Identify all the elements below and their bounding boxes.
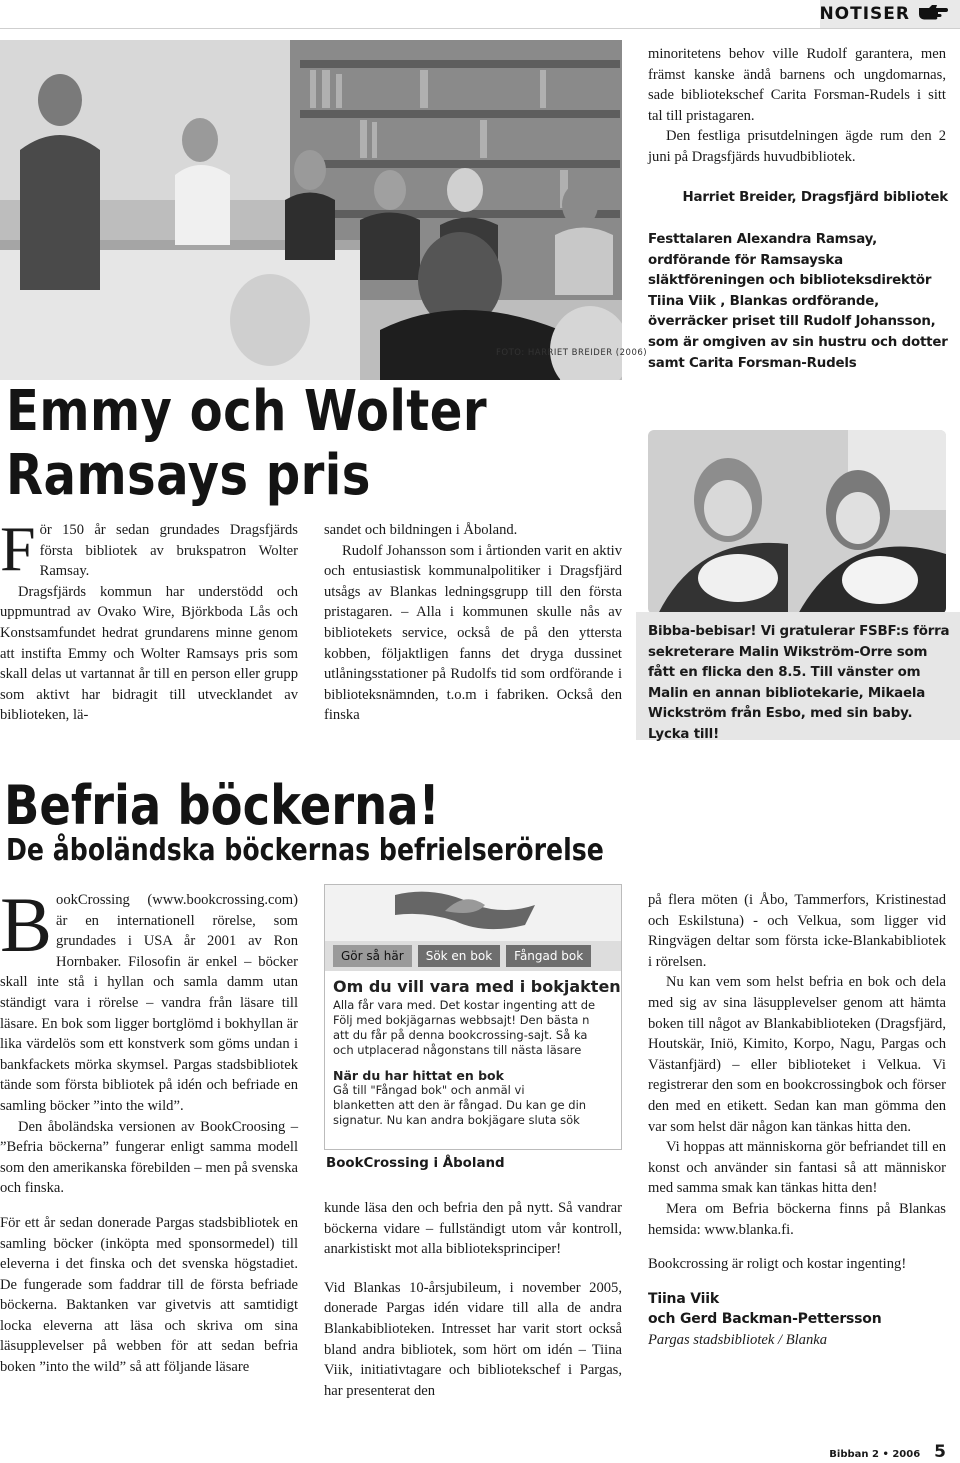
paragraph: på flera möten (i Åbo, Tammerfors, Kristinestad och Eskilstuna) - och Velkua, som ligger vid Ringvägen deltar som första icke-Blankabibliotek i rörelsen. bbox=[648, 892, 946, 970]
dropcap: F bbox=[0, 513, 36, 584]
screenshot-line: att du får på denna bookcrossing-sajt. Så ka bbox=[333, 1028, 588, 1042]
paragraph: Bookcrossing är roligt och kostar ingenting! bbox=[648, 1256, 907, 1273]
section-label: NOTISER bbox=[819, 4, 910, 24]
screenshot-subheading: När du har hittat en bok bbox=[333, 1068, 504, 1083]
screenshot-line: blanketten att den är fångad. Du kan ge din bbox=[333, 1098, 587, 1112]
ceremony-photo-caption: Festtalaren Alexandra Ramsay, ordförande för Ramsayska släktföreningen och biblioteksdirektör Tiina Viik , Blankas ordförande, överräcker priset till Rudolf Johansson, som är omgiven av sin hustru och dotter samt Carita Forsman-Rudels bbox=[648, 232, 948, 371]
screenshot-line: signatur. Nu kan andra bokjägare sluta sök bbox=[333, 1113, 580, 1127]
paragraph: kunde läsa den och befria den på nytt. Så vandrar böckerna vidare – fullständigt utom vår kontroll, anarkistiskt mot alla biblioteksprinciper! bbox=[324, 1200, 622, 1258]
lead-paragraph bbox=[0, 881, 298, 1117]
screenshot-tab[interactable]: Fångad bok bbox=[506, 945, 591, 967]
screenshot-tab[interactable]: Gör så här bbox=[333, 945, 412, 967]
page-number: 5 bbox=[934, 1442, 946, 1462]
magazine-issue: Bibban 2 • 2006 bbox=[829, 1449, 921, 1460]
paragraph: Vi hoppas att människorna gör befriandet till en konst och använder sin fantasi så att människor med samma smak kan tänkas hitta den! bbox=[648, 1139, 946, 1197]
author-affiliation: Pargas stadsbibliotek / Blanka bbox=[648, 1331, 828, 1348]
paragraph: Den åboländska versionen av BookCroosing – ”Befria böckerna” fungerar enligt samma modell som den amerikanska förebilden – men på svenska och finska. bbox=[0, 1118, 298, 1197]
award-ceremony-photo bbox=[0, 40, 622, 380]
screenshot-line: Alla får vara med. Det kostar ingenting att de bbox=[333, 998, 596, 1012]
article1-col3 bbox=[648, 44, 946, 168]
screenshot-caption: BookCrossing i Åboland bbox=[326, 1156, 505, 1171]
author-name: och Gerd Backman-Pettersson bbox=[648, 1311, 882, 1328]
paragraph: sandet och bildningen i Åboland. bbox=[324, 522, 518, 538]
paragraph: För ett år sedan donerade Pargas stadsbibliotek en samling böcker (inköpta med sponsormedel) till eleverna i det finska och det svenska högstadiet. De fungerade som faddrar till de första befriade böckerna. Baktanken var givetvis att samtidigt locka eleverna att läsa och skriva om sina läsupplevelser på webben för att sedan befria boken ”into the wild” så att följande läsare bbox=[0, 1214, 298, 1376]
paragraph: Mera om Befria böckerna finns på Blankas hemsida: www.blanka.fi. bbox=[648, 1200, 946, 1238]
article1-author: Harriet Breider, Dragsfjärd bibliotek bbox=[682, 190, 948, 205]
book-bird-logo-icon bbox=[325, 885, 622, 941]
dropcap: B bbox=[0, 881, 53, 968]
article2-col2 bbox=[324, 1198, 622, 1401]
page-footer bbox=[829, 1442, 946, 1462]
article2-col1 bbox=[0, 881, 298, 1378]
title-line: Emmy och Wolter bbox=[6, 379, 487, 444]
photo-credit: FOTO: HARRIET BREIDER (2006) bbox=[496, 348, 648, 358]
screenshot-heading: Om du vill vara med i bokjakten bbox=[333, 977, 621, 996]
section-header bbox=[820, 0, 960, 28]
baby-caption: Bibba-bebisar! Vi gratulerar FSBF:s förra sekreterare Malin Wikström-Orre som fått en flicka den 8.5. Till vänster om Malin en annan bibliotekarie, Mikaela Wickström från Esbo, med sin baby. Lycka till! bbox=[648, 624, 950, 742]
screenshot-body bbox=[325, 971, 621, 1134]
paragraph: Vid Blankas 10-årsjubileum, i november 2005, donerade Pargas idén vidare till alla de andra Blankabiblioteken. Intresset har varit stort också bland andra bibliotek, som hört om idén – Tiina Viik, initiativtagare och bibliotekschef i Pargas, har presenterat den bbox=[324, 1279, 622, 1399]
screenshot-banner bbox=[325, 885, 621, 941]
lead-text: ör 150 år sedan grundades Dragsfjärds första bibliotek av brukspatron Wolter Ramsay. bbox=[39, 522, 298, 580]
screenshot-tabbar bbox=[325, 941, 621, 971]
lead-paragraph bbox=[0, 513, 298, 584]
title-line: Ramsays pris bbox=[6, 443, 371, 508]
lead-text: ookCrossing (www.bookcrossing.com) är en internationell rörelse, som grundades i USA år 2001 av Ron Hornbaker. Filosofin är enkel – böcker skall inte stå i hyllan och samla damm utan ständigt vara i rörelse – vandra från läsare till läsare. En bok som ligger bortglömd i bokhyllan är lika värdelös som ett konstverk som göms undan i bankfackets mörka skymsel. Pargas stadsbibliotek tände som första bibliotek på idén och befriade en samling böcker ”into the wild”. bbox=[0, 892, 298, 1114]
article2-title: Befria böckerna! bbox=[4, 774, 440, 837]
paragraph: Rudolf Johansson som i årtionden varit en aktiv och entusiastisk kommunalpolitiker i Dragsfjärd utsågs av Blankas ledningsgrupp till den första pristagaren. – Alla i kommunen skulle nås av bibliotekets service, också de på den yttersta kobben, följaktligen fanns det dryga dussinet utlåningsstationer på Rudolfs tid som ordförande i biblioteksnämnden, t.o.m i fabriken. Också den finska bbox=[324, 542, 622, 724]
article1-col2 bbox=[324, 520, 622, 726]
screenshot-line: Gå till "Fångad bok" och anmäl vi bbox=[333, 1083, 525, 1097]
article2-subtitle: De åboländska böckernas befrielserörelse bbox=[6, 833, 604, 868]
article2-col3 bbox=[648, 890, 946, 1350]
header-rule bbox=[0, 28, 960, 29]
paragraph: Dragsfjärds kommun har understödd och uppmuntrad av Ovako Wire, Björkboda Lås och Konstsamfundet hedrat grundarens minne genom att instifta Emmy och Wolter Ramsays pris som skall delas ut vartannat år till en person eller grupp som aktivt har bidragit till utvecklandet av biblioteken, lä- bbox=[0, 583, 298, 724]
screenshot-line: och utplacerad någonstans till nästa läsare bbox=[333, 1043, 582, 1057]
article1-title bbox=[6, 380, 539, 508]
paragraph: Den festliga prisutdelningen ägde rum den 2 juni på Dragsfjärds huvudbibliotek. bbox=[648, 128, 946, 165]
screenshot-line: Följ med bokjägarnas webbsajt! Den bästa n bbox=[333, 1013, 590, 1027]
author-name: Tiina Viik bbox=[648, 1290, 719, 1307]
screenshot-tab[interactable]: Sök en bok bbox=[418, 945, 500, 967]
paragraph: minoritetens behov ville Rudolf garantera, men främst kanske ändå barnens och ungdomarnas, sade bibliotekschef Carita Forsman-Rudels i sitt tal till pristagaren. bbox=[648, 46, 946, 124]
paragraph: Nu kan vem som helst befria en bok och dela med sig av sina läsupplevelser genom att hämta boken till något av Blankabiblioteken (Dragsfjärd, Houtskär, Iniö, Kimito, Korpo, Nagu, Pargas och Västanfjärd) – eller biblioteket i Velkua. Vi registrerar den som en bookcrossingbok och förser den med en etikett. Sedan kan man gömma den var som helst där någon kan tänkas hitta den. bbox=[648, 974, 946, 1135]
article1-col1 bbox=[0, 513, 298, 726]
baby-photo bbox=[648, 430, 946, 614]
bookcrossing-screenshot bbox=[324, 884, 622, 1150]
pointing-hand-icon bbox=[918, 4, 948, 25]
